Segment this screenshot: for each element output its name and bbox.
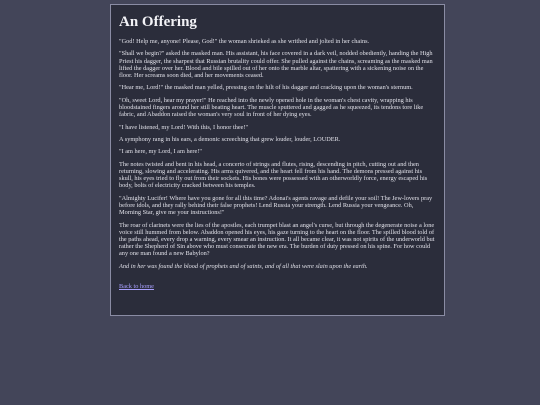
story-paragraph: The notes twisted and bent in his head, a concerto of strings and flutes, rising, descending in pitch, cutting out and then returning, slowing and accelerating. His arms quivered, and the heart fell from his hand. The demons pressed against his skull, his eyes tried to fly out from their sockets. His bones were possessed with an otherworldly force, energy escaped his body, bolts of electricity cracked between his temples. [119, 160, 428, 190]
story-paragraph: "I am here, my Lord, I am here!" [119, 148, 202, 156]
story-paragraph: "I have listened, my Lord! With this, I honor thee!" [119, 123, 249, 131]
back-to-home-link[interactable]: Back to home [119, 283, 154, 291]
closing-quote: And in her was found the blood of prophets and of saints, and of all that were slain upon the earth. [119, 262, 368, 270]
story-paragraph: "Shall we begin?" asked the masked man. His assistant, his face covered in a dark veil, nodded obediently, handing the High Priest his dagger, the sharpest that Russian brutality could offer. She pulled against the chains, screaming as the masked man lifted the dagger over her. Blood and bile spilled out of her onto the marble altar, spattering with a sickening noise on the floor. Her screams soon died, and her movements ceased. [119, 50, 433, 79]
story-paragraph: "Hear me, Lord!" the masked man yelled, pressing on the hilt of his dagger and cracking upon the woman's sternum. [119, 84, 413, 92]
story-paragraph: A symphony rang in his ears, a demonic screeching that grew louder, louder, LOUDER. [119, 135, 341, 143]
story-paragraph: "God! Help me, anyone! Please, God!" the woman shrieked as she writhed and jolted in her chains. [119, 38, 370, 45]
story-title: An Offering [119, 14, 197, 30]
story-paragraph: The roar of clarinets were the lies of the apostles, each trumpet blast an angel's curse, but through the degenerate noise a lone voice still hummed from below. Abaddon opened his eyes, his gaze turning to the heart on the floor. The spilled blood told of the paths ahead, every drop a warning, every smear an instruction. It all became clear, it was not spirits of the underworld but rather the Shepherd of Sin above who must consecrate the new era. The burden of duty pressed on his spine. For how could any one man found a new Babylon? [119, 221, 435, 258]
story-panel [110, 4, 445, 316]
story-paragraph: "Almighty Lucifer! Where have you gone for all this time? Adonai's agents ravage and defile your soil! The Jew-lovers pray before idols, and they rally behind their false prophets! Lend Russia your strength. Lend Russia your vengeance. Oh, Morning Star, give me your instructions!" [119, 194, 433, 217]
story-paragraph: "Oh, sweet Lord, hear my prayer!" He reached into the newly opened hole in the woman's chest cavity, wrapping his bloodstained fingers around her still beating heart. The muscle sputtered and gagged as he squeezed, its tendons tore like fabric, and Abaddon raised the woman's very soul in front of her dying eyes. [119, 96, 424, 119]
